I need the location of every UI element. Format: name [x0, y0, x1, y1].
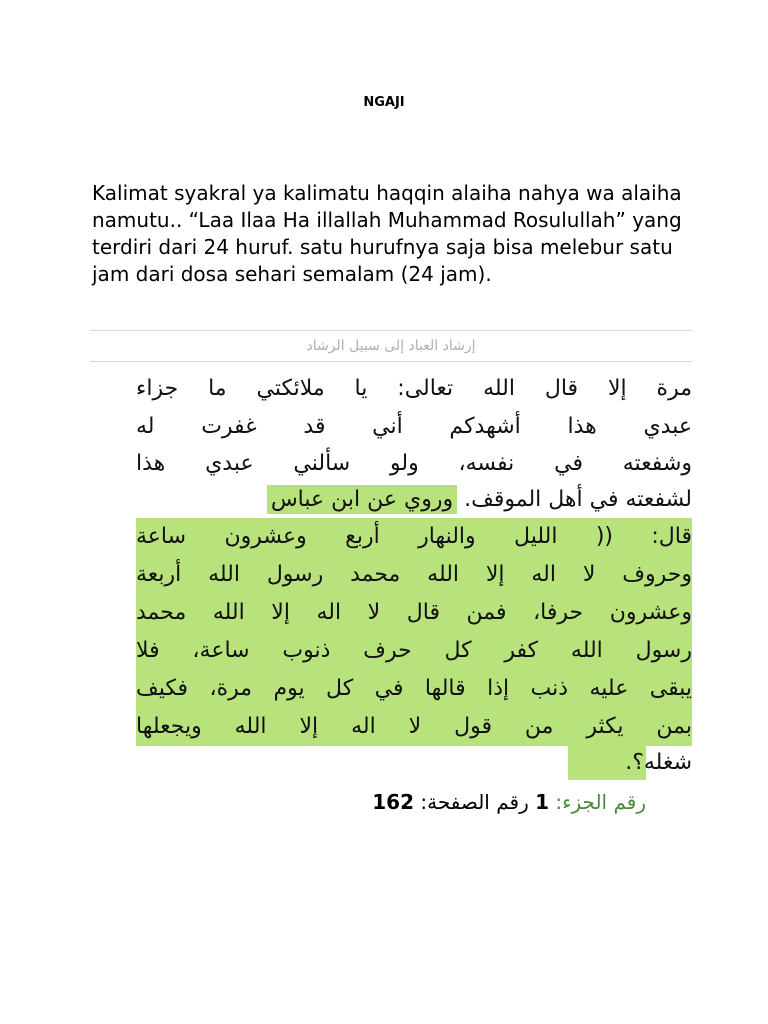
part-label: رقم الجزء:: [555, 790, 646, 814]
arabic-excerpt-image: [90, 330, 692, 820]
arabic-line-11: شغله؟.: [625, 750, 692, 775]
arabic-line-2: عبدي هذا أشهدكم أني قد غفرت له: [136, 414, 692, 439]
arabic-line-7: وعشرون حرفا، فمن قال لا اله إلا الله محمد: [136, 600, 692, 625]
arabic-line-9: يبقى عليه ذنب إذا قالها في كل يوم مرة، فكيف: [136, 676, 692, 701]
arabic-line-10: بمن يكثر من قول لا اله إلا الله ويجعلها: [136, 714, 692, 739]
page-number: 162: [372, 790, 414, 814]
arabic-line-1: مرة إلا قال الله تعالى: يا ملائكتي ما جزاء: [136, 376, 692, 401]
book-title-header: إرشاد العباد إلى سبيل الرشاد: [90, 330, 692, 362]
arabic-line-4-text: لشفعته في أهل الموقف.: [464, 487, 692, 512]
highlighted-phrase: وروي عن ابن عباس: [267, 485, 457, 514]
arabic-line-5: قال: (( الليل والنهار أربع وعشرون ساعة: [136, 524, 692, 549]
arabic-line-6: وحروف لا اله إلا الله محمد رسول الله أربعة: [136, 562, 692, 587]
page-label: رقم الصفحة:: [420, 790, 529, 814]
arabic-line-8: رسول الله كفر كل حرف ذنوب ساعة، فلا: [136, 638, 692, 663]
document-title: NGAJI: [363, 95, 405, 110]
arabic-line-3: وشفعته في نفسه، ولو سألني عبدي هذا: [136, 451, 692, 476]
page-reference: [290, 785, 646, 819]
arabic-line-4: [136, 481, 692, 519]
part-number: 1: [535, 790, 550, 814]
intro-paragraph: Kalimat syakral ya kalimatu haqqin alaiha nahya wa alaiha namutu.. “Laa Ilaa Ha illallah Muhammad Rosulullah” yang terdiri dari 24 huruf. satu hurufnya saja bisa melebur satu jam dari dosa sehari semalam (24 jam).: [92, 181, 682, 286]
